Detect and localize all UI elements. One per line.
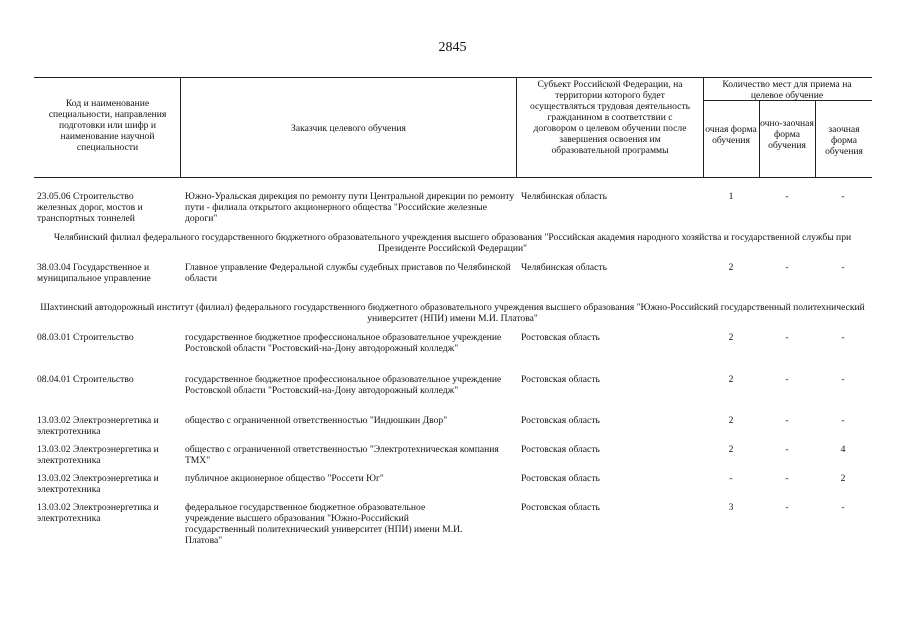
row-mixed: - [785,473,789,484]
row-mixed: - [785,332,789,343]
row-region: Челябинская область [521,191,607,202]
row-region: Челябинская область [521,262,607,273]
row-region: Ростовская область [521,415,600,426]
row-mixed: - [785,191,789,202]
row-region: Ростовская область [521,473,600,484]
row-code: 13.03.02 Электроэнергетика и электротехника [37,444,159,466]
column-divider [180,77,181,177]
row-fulltime: 2 [728,262,734,273]
column-divider [815,100,816,177]
row-customer: Главное управление Федеральной службы судебных приставов по Челябинской области [185,262,511,284]
row-customer: общество с ограниченной ответственностью "Электротехническая компания ТМХ" [185,444,499,466]
row-fulltime: 2 [728,374,734,385]
row-region: Ростовская область [521,444,600,455]
row-customer: государственное бюджетное профессиональное образовательное учреждение Ростовской области "Ростовский-на-Дону автодорожный колледж" [185,374,502,396]
row-parttime: - [841,415,845,426]
section-heading: Челябинский филиал федерального государственного бюджетного образовательного учреждения высшего образования "Российская академия народного хозяйства и государственной службы при Президенте Российской Федерации" [53,232,852,254]
header-customer: Заказчик целевого обучения [291,123,406,134]
row-fulltime: 2 [728,444,734,455]
row-parttime: - [841,374,845,385]
header-parttime: заочная форма обучения [825,124,863,157]
row-region: Ростовская область [521,374,600,385]
row-code: 13.03.02 Электроэнергетика и электротехника [37,473,159,495]
row-code: 13.03.02 Электроэнергетика и электротехника [37,415,159,437]
row-code: 08.03.01 Строительство [37,332,134,343]
row-customer: Южно-Уральская дирекция по ремонту пути Центральной дирекции по ремонту пути - филиала открытого акционерного общества "Российские железные дороги" [185,191,515,224]
row-parttime: 4 [840,444,846,455]
page-number: 2845 [438,40,467,55]
header-mixed: очно-заочная форма обучения [760,118,814,151]
header-code: Код и наименование специальности, направления подготовки или шифр и наименование научной специальности [48,98,167,153]
column-divider [516,77,517,177]
row-parttime: 2 [840,473,846,484]
row-code: 13.03.02 Электроэнергетика и электротехника [37,502,159,524]
row-parttime: - [841,502,845,513]
row-fulltime: 2 [728,415,734,426]
row-mixed: - [785,415,789,426]
row-fulltime: 1 [728,191,734,202]
row-mixed: - [785,502,789,513]
row-customer: общество с ограниченной ответственностью "Индюшкин Двор" [185,415,448,426]
header-fulltime: очная форма обучения [705,124,757,146]
row-code: 38.03.04 Государственное и муниципальное управление [37,262,151,284]
row-region: Ростовская область [521,332,600,343]
header-top-rule [34,77,872,78]
header-places: Количество мест для приема на целевое обучение [722,79,852,101]
row-code: 23.05.06 Строительство железных дорог, мостов и транспортных тоннелей [37,191,143,224]
row-customer: публичное акционерное общество "Россети Юг" [185,473,384,484]
row-code: 08.04.01 Строительство [37,374,134,385]
row-fulltime: 3 [728,502,734,513]
row-parttime: - [841,332,845,343]
row-mixed: - [785,262,789,273]
header-region: Субъект Российской Федерации, на территории которого будет осуществляться трудовая деятельность гражданином в соответствии с договором о целевом обучении после завершения освоения им образовательной программы [529,79,691,156]
row-fulltime: 2 [728,332,734,343]
row-customer: государственное бюджетное профессиональное образовательное учреждение Ростовской области "Ростовский-на-Дону автодорожный колледж" [185,332,502,354]
row-mixed: - [785,444,789,455]
row-customer: федеральное государственное бюджетное образовательное учреждение высшего образования "Южно-Российский государственный политехнический университет (НПИ) имени М.И. Платова" [185,502,463,546]
row-parttime: - [841,191,845,202]
row-parttime: - [841,262,845,273]
row-fulltime: - [729,473,733,484]
row-mixed: - [785,374,789,385]
header-bottom-rule [34,177,872,178]
row-region: Ростовская область [521,502,600,513]
section-heading: Шахтинский автодорожный институт (филиал) федерального государственного бюджетного образовательного учреждения высшего образования "Южно-Российский государственный политехнический университет (НПИ) имени М.И. Платова" [40,302,865,324]
